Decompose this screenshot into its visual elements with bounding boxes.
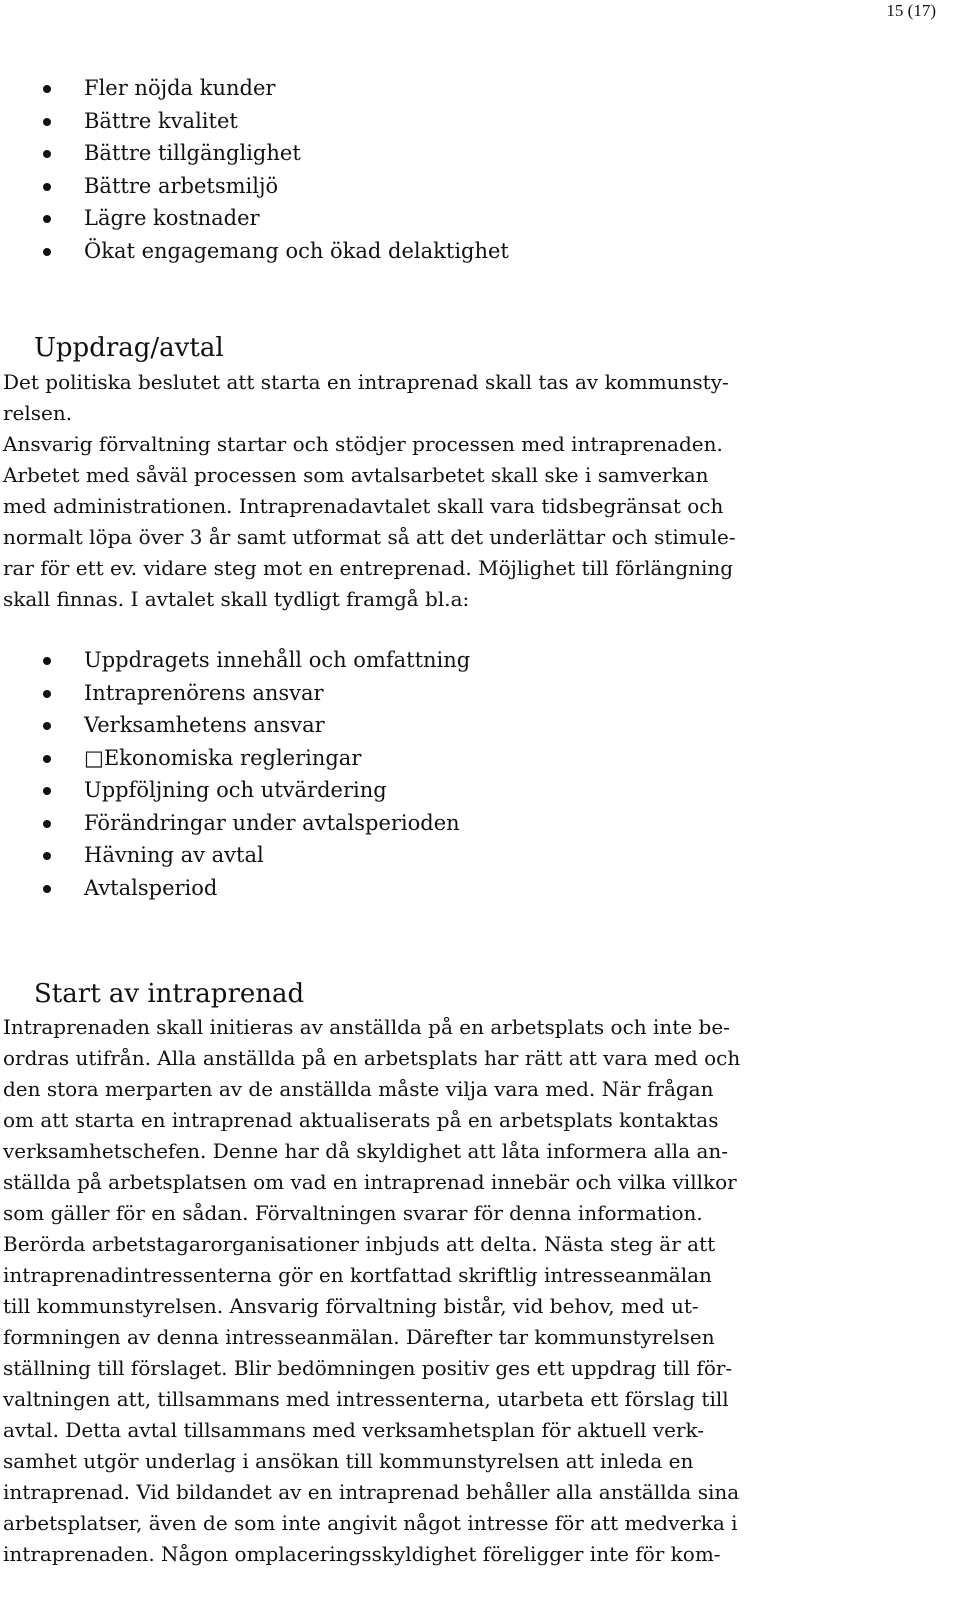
list-item-text: Avtalsperiod	[84, 875, 218, 900]
text-line: skall finnas. I avtalet skall tydligt framgå bl.a:	[3, 587, 470, 611]
text-line: intraprenadintressenterna gör en kortfattad skriftlig intresseanmälan	[3, 1263, 712, 1287]
text-line: verksamhetschefen. Denne har då skyldighet att låta informera alla an-	[3, 1139, 729, 1163]
text-line: samhet utgör underlag i ansökan till kommunstyrelsen att inleda en	[3, 1449, 694, 1473]
text-line: som gäller för en sådan. Förvaltningen svarar för denna information.	[3, 1201, 703, 1225]
section-heading-uppdrag: Uppdrag/avtal	[34, 333, 224, 363]
list-item	[0, 742, 470, 775]
text-line: normalt löpa över 3 år samt utformat så att det underlättar och stimule-	[3, 525, 736, 549]
list-item	[0, 105, 509, 138]
list-item-text: Ökat engagemang och ökad delaktighet	[84, 238, 509, 263]
text-line: ställda på arbetsplatsen om vad en intraprenad innebär och vilka villkor	[3, 1170, 737, 1194]
section-heading-start: Start av intraprenad	[34, 979, 305, 1009]
list-item-text: Verksamhetens ansvar	[84, 713, 325, 737]
list-item-text: Lägre kostnader	[84, 206, 260, 230]
text-line: ställning till förslaget. Blir bedömningen positiv ges ett uppdrag till för-	[3, 1356, 733, 1380]
list-item	[0, 170, 509, 203]
bullet-icon	[43, 787, 51, 795]
page-number: 15 (17)	[886, 1, 936, 20]
list-item-text: Bättre arbetsmiljö	[84, 173, 279, 198]
text-line: avtal. Detta avtal tillsammans med verksamhetsplan för aktuell verk-	[3, 1418, 705, 1442]
text-line: Ansvarig förvaltning startar och stödjer processen med intraprenaden.	[3, 432, 723, 456]
list-item-text: Uppföljning och utvärdering	[84, 778, 387, 802]
text-line: Berörda arbetstagarorganisationer inbjuds att delta. Nästa steg är att	[3, 1232, 716, 1256]
text-line: den stora merparten av de anställda måste vilja vara med. När frågan	[3, 1077, 714, 1101]
list-item	[0, 137, 509, 170]
list-item-text: Förändringar under avtalsperioden	[84, 810, 460, 835]
text-line: valtningen att, tillsammans med intressenterna, utarbeta ett förslag till	[3, 1387, 729, 1411]
bullet-icon	[43, 690, 51, 698]
text-line: Det politiska beslutet att starta en intraprenad skall tas av kommunsty-	[3, 370, 729, 394]
list-item-text: Hävning av avtal	[84, 843, 264, 867]
text-line: arbetsplatser, även de som inte angivit något intresse för att medverka i	[3, 1511, 738, 1535]
list-item	[0, 202, 509, 235]
text-line: till kommunstyrelsen. Ansvarig förvaltning bistår, vid behov, med ut-	[3, 1294, 699, 1318]
bullet-icon	[43, 118, 51, 126]
paragraph-uppdrag	[3, 367, 938, 615]
text-line: relsen.	[3, 401, 73, 425]
bullet-icon	[43, 820, 51, 828]
bullet-icon	[43, 755, 51, 763]
text-line: ordras utifrån. Alla anställda på en arbetsplats har rätt att vara med och	[3, 1046, 741, 1070]
text-line: intraprenad. Vid bildandet av en intraprenad behåller alla anställda sina	[3, 1480, 740, 1504]
contract-contents-list	[0, 644, 470, 904]
bullet-icon	[43, 150, 51, 158]
list-item-text: Fler nöjda kunder	[84, 76, 276, 100]
list-item-text: Bättre tillgänglighet	[84, 141, 301, 165]
bullet-icon	[43, 852, 51, 860]
text-line: rar för ett ev. vidare steg mot en entreprenad. Möjlighet till förlängning	[3, 556, 734, 580]
list-item	[0, 235, 509, 268]
bullet-icon	[43, 722, 51, 730]
list-item-text: Uppdragets innehåll och omfattning	[84, 648, 471, 672]
list-item	[0, 807, 470, 840]
list-item	[0, 774, 470, 807]
list-item-text: Bättre kvalitet	[84, 108, 238, 133]
list-item	[0, 677, 470, 710]
bullet-icon	[43, 885, 51, 893]
goals-list	[0, 72, 509, 267]
list-item	[0, 872, 470, 905]
text-line: formningen av denna intresseanmälan. Därefter tar kommunstyrelsen	[3, 1325, 715, 1349]
bullet-icon	[43, 183, 51, 191]
list-item-text: Intraprenörens ansvar	[84, 680, 324, 705]
list-item	[0, 644, 470, 677]
bullet-icon	[43, 85, 51, 93]
bullet-icon	[43, 657, 51, 665]
text-line: Intraprenaden skall initieras av anställda på en arbetsplats och inte be-	[3, 1015, 730, 1039]
bullet-icon	[43, 215, 51, 223]
list-item	[0, 72, 509, 105]
bullet-icon	[43, 248, 51, 256]
text-line: med administrationen. Intraprenadavtalet skall vara tidsbegränsat och	[3, 494, 724, 518]
list-item	[0, 839, 470, 872]
text-line: intraprenaden. Någon omplaceringsskyldighet föreligger inte för kom-	[3, 1542, 721, 1566]
text-line: Arbetet med såväl processen som avtalsarbetet skall ske i samverkan	[3, 463, 709, 487]
list-item	[0, 709, 470, 742]
list-item-text: □Ekonomiska regleringar	[84, 745, 362, 770]
text-line: om att starta en intraprenad aktualiserats på en arbetsplats kontaktas	[3, 1108, 719, 1132]
paragraph-start	[3, 1012, 938, 1570]
